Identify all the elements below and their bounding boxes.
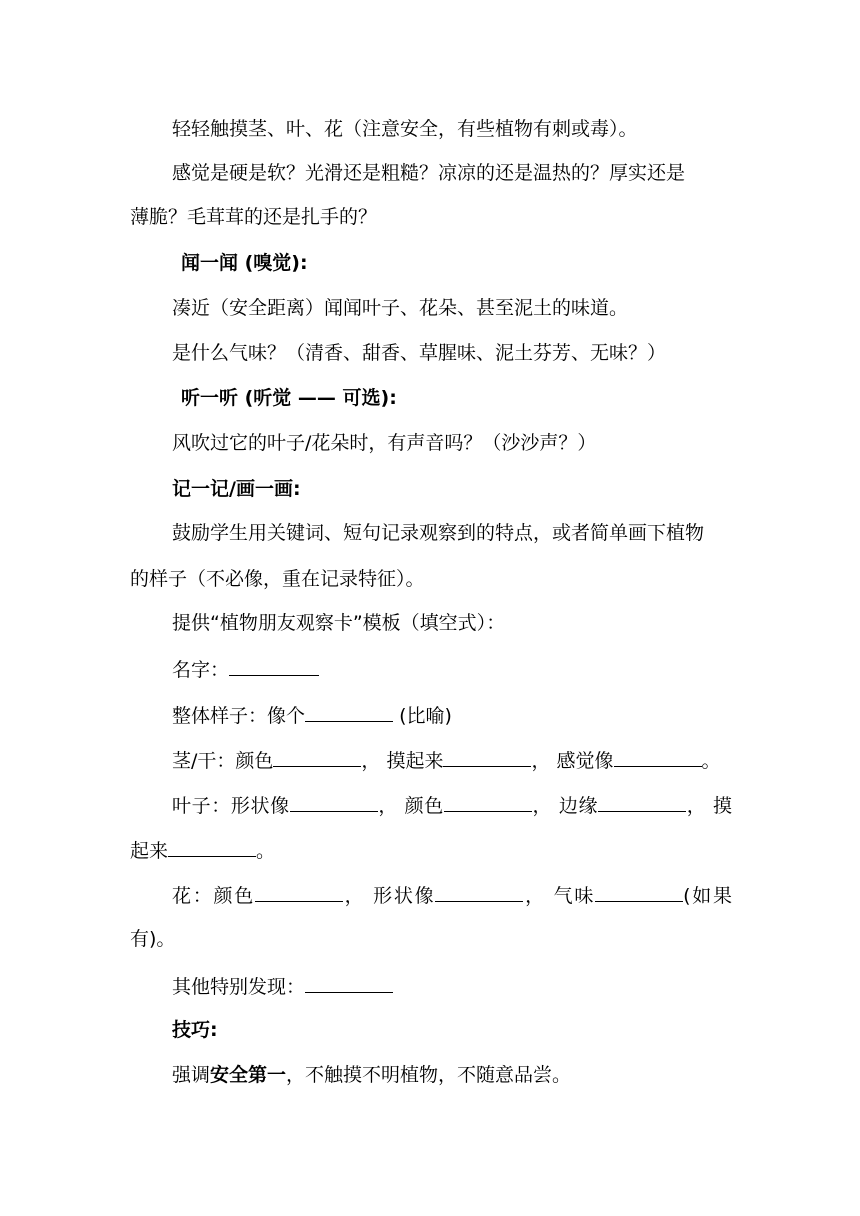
card-shape-note: (比喻) — [399, 705, 452, 727]
paragraph-card-intro: 提供“植物朋友观察卡”模板（填空式）： — [172, 612, 506, 634]
paragraph-record-line2: 的样子（不必像，重在记录特征）。 — [130, 568, 425, 590]
card-name-blank — [229, 655, 319, 676]
heading-smell: 闻一闻 (嗅觉): — [181, 252, 308, 274]
leaf-edge-label: ， 边缘 — [531, 795, 599, 817]
paragraph-tips — [172, 1062, 732, 1088]
leaf-edge-blank — [598, 791, 686, 812]
card-name-row — [172, 655, 732, 683]
heading-record: 记一记/画一画: — [172, 478, 301, 500]
leaf-end: 。 — [256, 840, 276, 862]
leaf-touch-blank — [168, 836, 256, 857]
card-flower-row1 — [172, 881, 732, 909]
other-blank — [305, 972, 393, 993]
stem-color-blank — [273, 746, 361, 767]
flower-if-label: (如果 — [683, 885, 732, 907]
card-leaf-row2 — [130, 836, 730, 864]
leaf-shape-blank — [290, 791, 378, 812]
paragraph-smell: 凑近（安全距离）闻闻叶子、花朵、甚至泥土的味道。 — [172, 297, 629, 319]
paragraph-feel-line1: 感觉是硬是软？光滑还是粗糙？凉凉的还是温热的？厚实还是 — [172, 162, 686, 184]
flower-shape-blank — [435, 881, 523, 902]
leaf-touch-label-2: 起来 — [130, 840, 169, 862]
heading-listen: 听一听 (听觉 —— 可选): — [181, 387, 397, 409]
stem-end: 。 — [701, 750, 721, 772]
flower-smell-blank — [595, 881, 683, 902]
paragraph-listen: 风吹过它的叶子/花朵时，有声音吗？（沙沙声？） — [172, 432, 597, 454]
paragraph-smell-question: 是什么气味？（清香、甜香、草腥味、泥土芬芳、无味？） — [172, 342, 667, 364]
heading-tips: 技巧: — [172, 1019, 218, 1041]
card-leaf-row1 — [172, 791, 732, 819]
card-stem-row — [172, 746, 732, 774]
tip-text-1: 强调 — [172, 1064, 211, 1086]
flower-smell-label: ， 气味 — [523, 885, 596, 907]
leaf-shape-label: 叶子：形状像 — [172, 795, 290, 817]
paragraph-touch: 轻轻触摸茎、叶、花（注意安全，有些植物有刺或毒）。 — [172, 118, 638, 140]
card-flower-row2: 有)。 — [130, 928, 176, 950]
stem-feel-blank — [614, 746, 702, 767]
leaf-color-label: ， 颜色 — [377, 795, 444, 817]
card-shape-row — [172, 701, 732, 729]
tip-emphasis: 安全第一 — [210, 1064, 287, 1086]
stem-feel-label: ， 感觉像 — [531, 750, 614, 772]
other-label: 其他特别发现： — [172, 976, 306, 998]
stem-color-label: 茎/干：颜色 — [172, 750, 274, 772]
card-shape-blank — [305, 701, 393, 722]
stem-touch-blank — [443, 746, 531, 767]
flower-shape-label: ， 形状像 — [342, 885, 436, 907]
leaf-touch-label: ， 摸 — [686, 795, 733, 817]
card-shape-label: 整体样子：像个 — [172, 705, 306, 727]
flower-color-blank — [255, 881, 343, 902]
tip-text-2: ，不触摸不明植物，不随意品尝。 — [286, 1064, 572, 1086]
card-name-label: 名字： — [172, 659, 230, 681]
card-other-row — [172, 972, 732, 1000]
leaf-color-blank — [444, 791, 532, 812]
stem-touch-label: ， 摸起来 — [361, 750, 444, 772]
paragraph-record-line1: 鼓励学生用关键词、短句记录观察到的特点，或者简单画下植物 — [172, 522, 705, 544]
paragraph-feel-line2: 薄脆？毛茸茸的还是扎手的？ — [130, 206, 378, 228]
flower-color-label: 花：颜色 — [172, 885, 255, 907]
